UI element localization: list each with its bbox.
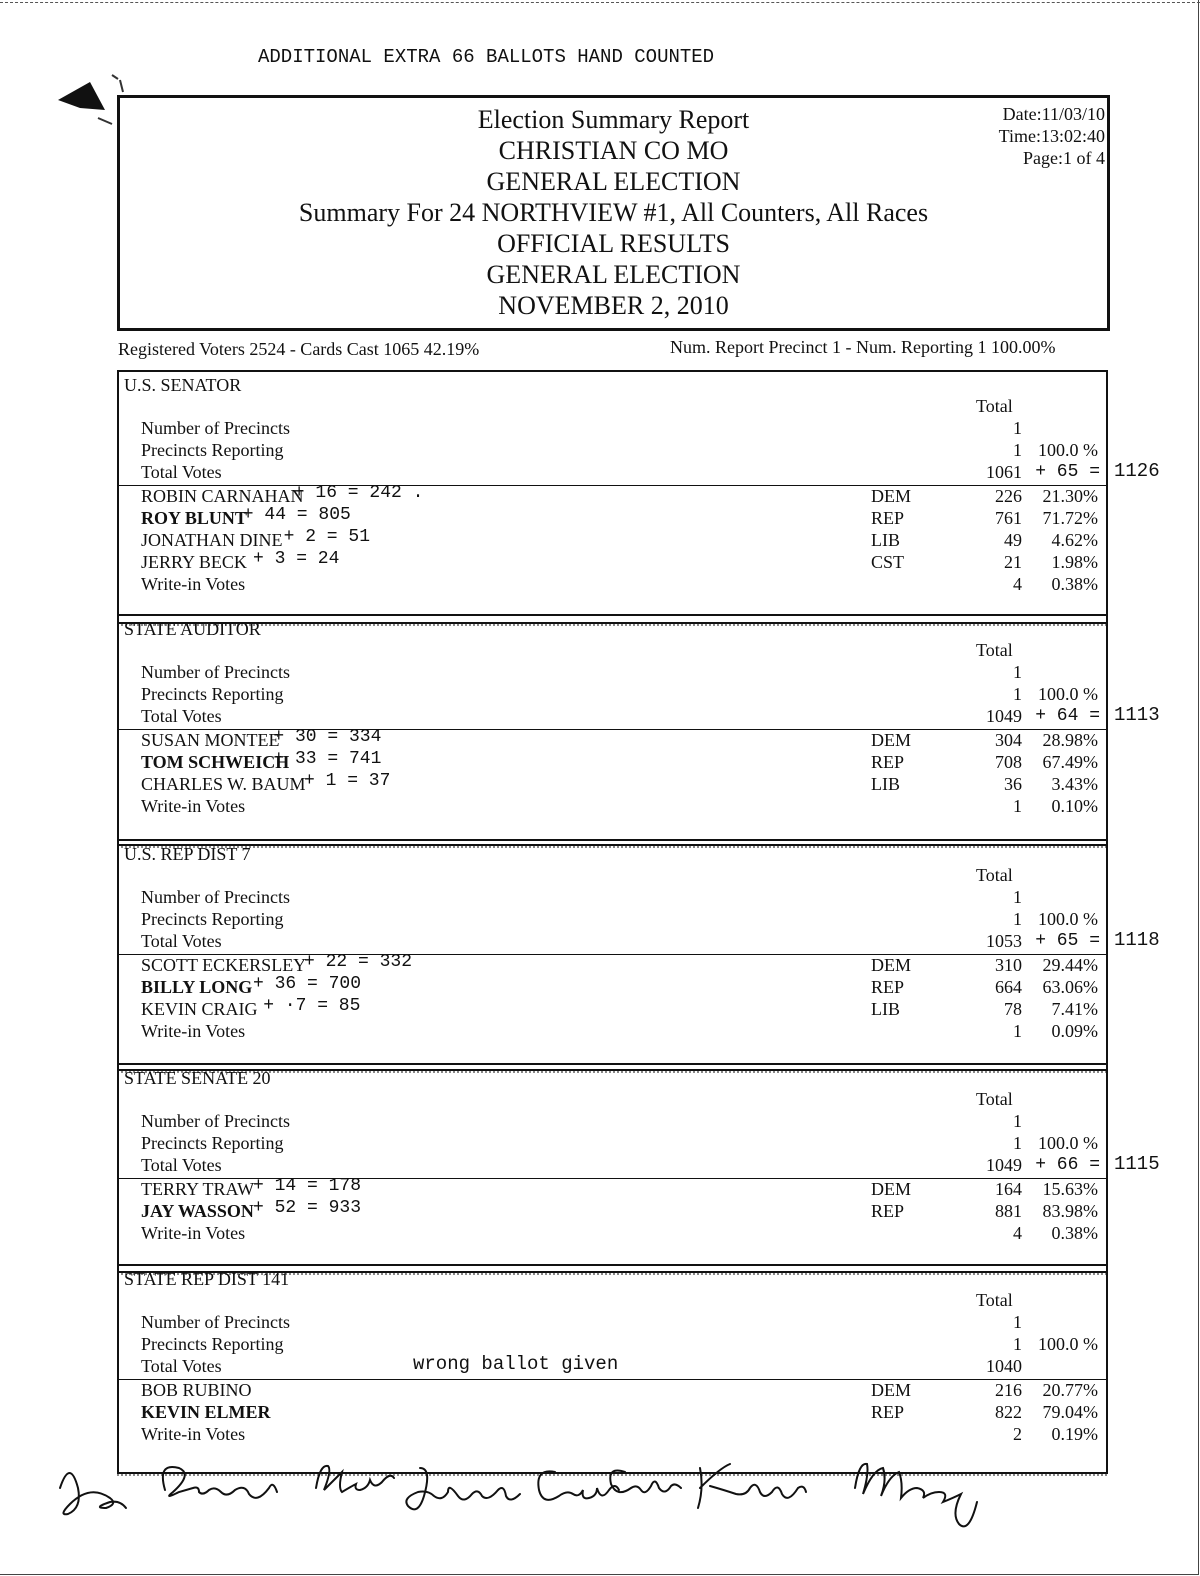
vote-percent: 7.41% [1051, 999, 1098, 1019]
party-code: REP [871, 752, 905, 772]
handwritten-total-result: 1126 [1114, 460, 1160, 482]
race-section [117, 839, 1160, 1071]
candidate-name: BILLY LONG [141, 977, 253, 997]
total-votes-row [119, 1153, 1160, 1177]
handwritten-adjustment: + ·7 = 85 [263, 996, 361, 1016]
vote-count: 78 [1004, 999, 1022, 1019]
total-column-header: Total [976, 640, 1013, 660]
election-name-2: GENERAL ELECTION [486, 260, 741, 289]
handwritten-total-adjustment: + 64 = [1035, 706, 1100, 726]
candidate-name: Write-in Votes [141, 1223, 246, 1243]
write-in-row [119, 1424, 1106, 1446]
race-title: U.S. REP DIST 7 [124, 844, 251, 864]
handwritten-adjustment: + 3 = 24 [253, 549, 340, 569]
handwritten-total-result: 1118 [1114, 929, 1160, 951]
party-code: CST [871, 552, 905, 572]
vote-percent: 29.44% [1042, 955, 1098, 975]
candidate-name: KEVIN CRAIG [141, 999, 258, 1019]
write-in-row [119, 574, 1106, 596]
candidate-name: SUSAN MONTEE [141, 730, 280, 750]
vote-percent: 67.49% [1042, 752, 1098, 772]
party-code: REP [871, 1402, 905, 1422]
party-code: DEM [871, 1380, 911, 1400]
row-label: Total Votes [141, 1155, 222, 1175]
candidate-name: JERRY BECK [141, 552, 247, 572]
vote-percent: 0.38% [1051, 1223, 1098, 1243]
precinct-reporting-stats: Num. Report Precinct 1 - Num. Reporting 1 100.00% [670, 337, 1056, 357]
total-column-header: Total [976, 1089, 1013, 1109]
candidate-row [119, 749, 1106, 774]
vote-percent: 3.43% [1051, 774, 1098, 794]
row-percent: 100.0 % [1038, 1133, 1098, 1153]
vote-count: 1 [1013, 1021, 1022, 1041]
report-header [117, 95, 1110, 331]
candidate-name: KEVIN ELMER [141, 1402, 271, 1422]
vote-percent: 0.10% [1051, 796, 1098, 816]
vote-percent: 71.72% [1042, 508, 1098, 528]
write-in-row [119, 1021, 1106, 1043]
vote-count: 164 [995, 1179, 1022, 1199]
total-column-header: Total [976, 1290, 1013, 1310]
candidate-row [119, 505, 1106, 530]
race-title: U.S. SENATOR [124, 375, 242, 395]
row-value: 1061 [986, 462, 1022, 482]
candidate-name: TOM SCHWEICH [141, 752, 290, 772]
election-name: GENERAL ELECTION [486, 167, 741, 196]
page-number: Page:1 of 4 [1023, 148, 1105, 168]
vote-percent: 0.19% [1051, 1424, 1098, 1444]
vote-percent: 0.38% [1051, 574, 1098, 594]
total-column-header: Total [976, 865, 1013, 885]
party-code: REP [871, 1201, 905, 1221]
handwritten-total-result: 1113 [1114, 704, 1160, 726]
handwritten-adjustment: + 30 = 334 [273, 727, 382, 747]
vote-count: 761 [995, 508, 1022, 528]
candidate-row [119, 1198, 1106, 1223]
row-value: 1049 [986, 706, 1022, 726]
handwritten-total-result: 1115 [1114, 1153, 1160, 1175]
vote-count: 4 [1013, 574, 1022, 594]
vote-count: 822 [995, 1402, 1022, 1422]
precincts-reporting-row [119, 1133, 1106, 1155]
report-date: Date:11/03/10 [1002, 104, 1105, 124]
candidate-name: BOB RUBINO [141, 1380, 252, 1400]
row-percent: 100.0 % [1038, 1334, 1098, 1354]
vote-count: 664 [995, 977, 1022, 997]
candidate-row [119, 996, 1106, 1021]
report-title: Election Summary Report [477, 105, 750, 134]
row-label: Precincts Reporting [141, 440, 284, 460]
handwritten-total-adjustment: + 65 = [1035, 931, 1100, 951]
candidate-name: ROY BLUNT [141, 508, 247, 528]
row-label: Precincts Reporting [141, 1133, 284, 1153]
row-label: Total Votes [141, 462, 222, 482]
row-label: Number of Precincts [141, 418, 290, 438]
candidate-name: TERRY TRAW [141, 1179, 255, 1199]
handwritten-total-adjustment: + 65 = [1035, 462, 1100, 482]
row-value: 1 [1013, 440, 1022, 460]
row-label: Precincts Reporting [141, 1334, 284, 1354]
race-section [117, 614, 1160, 846]
row-label: Total Votes [141, 931, 222, 951]
candidate-name: ROBIN CARNAHAN [141, 486, 304, 506]
vote-percent: 28.98% [1042, 730, 1098, 750]
handwritten-adjustment: + 33 = 741 [273, 749, 382, 769]
row-value: 1 [1013, 909, 1022, 929]
total-column-header: Total [976, 396, 1013, 416]
party-code: REP [871, 508, 905, 528]
report-time: Time:13:02:40 [998, 126, 1105, 146]
registered-voters-stats: Registered Voters 2524 - Cards Cast 1065 42.19% [118, 339, 480, 359]
race-title: STATE AUDITOR [124, 619, 261, 639]
row-value: 1 [1013, 662, 1022, 682]
handwritten-adjustment: + 2 = 51 [283, 527, 371, 547]
handwritten-total-adjustment: + 66 = [1035, 1155, 1100, 1175]
candidate-name: Write-in Votes [141, 1021, 246, 1041]
handwritten-signatures [40, 1448, 1040, 1528]
handwritten-adjustment: + 22 = 332 [304, 952, 413, 972]
row-label: Precincts Reporting [141, 684, 284, 704]
row-label: Precincts Reporting [141, 909, 284, 929]
official-results: OFFICIAL RESULTS [497, 229, 730, 258]
wrong-ballot-note: wrong ballot given [413, 1353, 619, 1375]
row-percent: 100.0 % [1038, 909, 1098, 929]
write-in-row [119, 796, 1106, 818]
race-title: STATE SENATE 20 [124, 1068, 271, 1088]
vote-percent: 15.63% [1042, 1179, 1098, 1199]
vote-count: 310 [995, 955, 1022, 975]
precincts-reporting-row [119, 909, 1106, 931]
party-code: DEM [871, 955, 911, 975]
row-value: 1 [1013, 684, 1022, 704]
race-title: STATE REP DIST 141 [124, 1269, 290, 1289]
candidate-row [119, 727, 1106, 752]
row-label: Number of Precincts [141, 662, 290, 682]
handwritten-adjustment: + 1 = 37 [304, 771, 391, 791]
race-section [117, 1063, 1160, 1273]
candidate-name: Write-in Votes [141, 796, 246, 816]
row-percent: 100.0 % [1038, 684, 1098, 704]
row-value: 1 [1013, 1334, 1022, 1354]
vote-count: 216 [995, 1380, 1022, 1400]
number-of-precincts-row [119, 1111, 1106, 1133]
vote-count: 708 [995, 752, 1022, 772]
precincts-reporting-row [119, 684, 1106, 706]
vote-percent: 4.62% [1051, 530, 1098, 550]
total-votes-row [119, 929, 1160, 953]
row-label: Number of Precincts [141, 1312, 290, 1332]
vote-count: 49 [1004, 530, 1022, 550]
row-value: 1053 [986, 931, 1022, 951]
candidate-name: JAY WASSON [141, 1201, 254, 1221]
candidate-name: CHARLES W. BAUM [141, 774, 306, 794]
party-code: REP [871, 977, 905, 997]
row-label: Number of Precincts [141, 887, 290, 907]
vote-count: 2 [1013, 1424, 1022, 1444]
number-of-precincts-row [119, 662, 1106, 684]
party-code: LIB [871, 774, 900, 794]
row-value: 1040 [986, 1356, 1022, 1376]
handwritten-adjustment: + 36 = 700 [253, 974, 362, 994]
row-label: Number of Precincts [141, 1111, 290, 1131]
row-value: 1 [1013, 418, 1022, 438]
scan-edge-line [0, 2, 1200, 3]
candidate-row [119, 549, 1106, 574]
candidate-row [119, 1402, 1106, 1424]
precincts-reporting-row [119, 440, 1106, 462]
row-percent: 100.0 % [1038, 440, 1098, 460]
vote-count: 21 [1004, 552, 1022, 572]
summary-line: Summary For 24 NORTHVIEW #1, All Counters, All Races [298, 198, 929, 227]
candidate-name: JONATHAN DINE [141, 530, 283, 550]
vote-count: 881 [995, 1201, 1022, 1221]
party-code: LIB [871, 999, 900, 1019]
county-name: CHRISTIAN CO MO [498, 136, 729, 165]
vote-count: 4 [1013, 1223, 1022, 1243]
party-code: DEM [871, 730, 911, 750]
write-in-row [119, 1223, 1106, 1245]
candidate-name: SCOTT ECKERSLEY [141, 955, 307, 975]
row-value: 1049 [986, 1155, 1022, 1175]
total-votes-row [119, 704, 1160, 728]
candidate-name: Write-in Votes [141, 574, 246, 594]
top-handwritten-note: ADDITIONAL EXTRA 66 BALLOTS HAND COUNTED [258, 46, 715, 68]
row-label: Total Votes [141, 706, 222, 726]
number-of-precincts-row [119, 887, 1106, 909]
number-of-precincts-row [119, 418, 1106, 440]
vote-count: 226 [995, 486, 1022, 506]
party-code: LIB [871, 530, 900, 550]
vote-percent: 20.77% [1042, 1380, 1098, 1400]
row-value: 1 [1013, 1133, 1022, 1153]
party-code: DEM [871, 1179, 911, 1199]
election-date: NOVEMBER 2, 2010 [498, 291, 729, 320]
vote-count: 1 [1013, 796, 1022, 816]
candidate-row [119, 771, 1106, 796]
vote-percent: 83.98% [1042, 1201, 1098, 1221]
race-section [117, 370, 1160, 624]
total-votes-row [119, 460, 1160, 484]
handwritten-adjustment: + 52 = 933 [253, 1198, 362, 1218]
handwritten-adjustment: + 16 = 242 . [293, 483, 424, 503]
candidate-row [119, 1380, 1106, 1402]
vote-percent: 1.98% [1051, 552, 1098, 572]
vote-percent: 63.06% [1042, 977, 1098, 997]
party-code: DEM [871, 486, 911, 506]
row-value: 1 [1013, 887, 1022, 907]
row-value: 1 [1013, 1111, 1022, 1131]
number-of-precincts-row [119, 1312, 1106, 1334]
handwritten-adjustment: + 44 = 805 [242, 505, 351, 525]
vote-percent: 21.30% [1042, 486, 1098, 506]
handwritten-adjustment: + 14 = 178 [253, 1176, 362, 1196]
candidate-name: Write-in Votes [141, 1424, 246, 1444]
vote-count: 36 [1004, 774, 1022, 794]
vote-count: 304 [995, 730, 1022, 750]
vote-percent: 0.09% [1051, 1021, 1098, 1041]
vote-percent: 79.04% [1042, 1402, 1098, 1422]
row-value: 1 [1013, 1312, 1022, 1332]
row-label: Total Votes [141, 1356, 222, 1376]
